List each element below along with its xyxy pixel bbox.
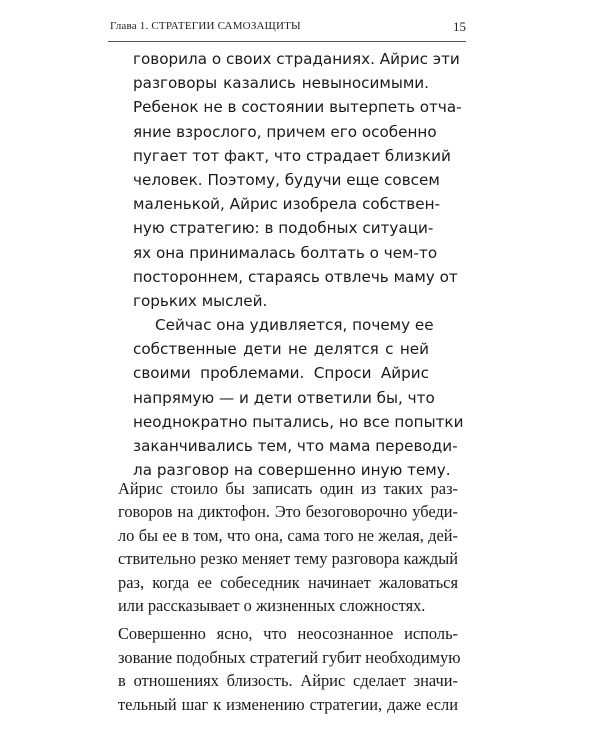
text-line: тельный шаг к изменению стратегии, даже если bbox=[118, 694, 458, 714]
text-line: Айрис стоило бы записать один из таких раз- bbox=[118, 479, 458, 498]
running-header bbox=[108, 8, 466, 36]
page-number: 15 bbox=[453, 19, 466, 34]
text-line: раз, когда ее собеседник начинает жаловаться bbox=[118, 572, 458, 592]
main-body-text bbox=[118, 477, 461, 716]
text-line: горьких мыслей. bbox=[133, 291, 268, 310]
header-rule bbox=[108, 41, 466, 42]
text-line: Сейчас она удивляется, почему ее bbox=[155, 316, 434, 335]
text-line: своими проблемами. Спроси Айрис bbox=[133, 364, 429, 383]
case-study-sidebar bbox=[133, 47, 464, 482]
text-line: или рассказывает о жизненных сложностях. bbox=[118, 595, 426, 615]
text-line: неоднократно пытались, но все попытки bbox=[133, 412, 464, 431]
text-line: зование подобных стратегий губит необходимую bbox=[118, 647, 461, 667]
text-line: собственные дети не делятся с ней bbox=[133, 340, 429, 359]
text-line: ствительно резко меняет тему разговора каждый bbox=[118, 549, 458, 569]
text-line: в отношениях близость. Айрис сделает значи- bbox=[118, 671, 458, 691]
text-line: маленькой, Айрис изобрела собствен- bbox=[133, 195, 440, 214]
text-line: ло бы ее в том, что она, сама того не желая, дей- bbox=[118, 525, 458, 545]
text-line: разговоры казались невыносимыми. bbox=[133, 74, 429, 93]
text-line: ную стратегию: в подобных ситуаци- bbox=[133, 219, 434, 238]
chapter-title: Глава 1. СТРАТЕГИИ САМОЗАЩИТЫ bbox=[110, 20, 301, 32]
text-line: говорила о своих страданиях. Айрис эти bbox=[133, 50, 460, 68]
text-line: пугает тот факт, что страдает близкий bbox=[133, 146, 451, 165]
text-line: Ребенок не в состоянии вытерпеть отча- bbox=[133, 98, 462, 117]
text-line: ях она принималась болтать о чем-то bbox=[133, 243, 438, 262]
text-line: напрямую — и дети ответили бы, что bbox=[133, 388, 435, 407]
text-line: заканчивались тем, что мама переводи- bbox=[133, 437, 458, 455]
text-line: постороннем, стараясь отвлечь маму от bbox=[133, 267, 458, 286]
text-line: говоров на диктофон. Это безоговорочно убеди- bbox=[118, 502, 458, 522]
text-line: человек. Поэтому, будучи еще совсем bbox=[133, 170, 440, 189]
text-line: яние взрослого, причем его особенно bbox=[133, 122, 437, 141]
text-line: ла разговор на совершенно иную тему. bbox=[133, 461, 451, 480]
text-line: Совершенно ясно, что неосознанное исполь- bbox=[118, 624, 458, 644]
